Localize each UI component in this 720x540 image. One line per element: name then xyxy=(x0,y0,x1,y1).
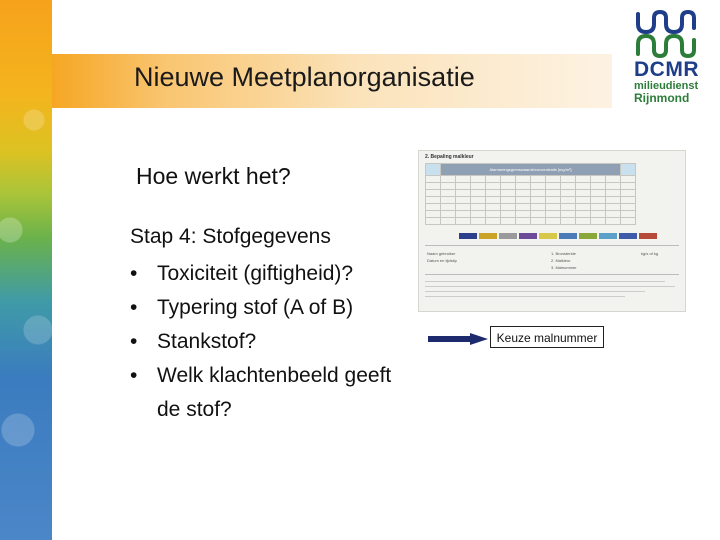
bullet-symbol: • xyxy=(130,262,138,285)
logo-name: DCMR xyxy=(634,58,699,81)
bullet-text: Toxiciteit (giftigheid)? xyxy=(157,262,354,285)
slide-title: Nieuwe Meetplanorganisatie xyxy=(134,62,475,92)
arrow-right-icon xyxy=(428,333,488,345)
logo-line2: Rijnmond xyxy=(634,91,690,105)
document-text-line xyxy=(425,286,675,287)
document-text-line xyxy=(425,296,625,297)
bullet-item xyxy=(130,291,417,325)
logo-line1: milieudienst xyxy=(634,80,699,92)
bullet-text: Typering stof (A of B) xyxy=(157,296,354,319)
document-text-line xyxy=(425,281,665,282)
sidebar-swirl-pattern xyxy=(0,0,52,540)
slide-subtitle: Hoe werkt het? xyxy=(136,163,291,189)
document-form-label: 3. Malnummer xyxy=(551,265,577,270)
document-column-header: Alarmeringsgrenswaarde/concentratie [mg/m³] xyxy=(441,164,621,176)
document-color-bar xyxy=(459,233,657,239)
document-form-label: Datum en tijdstip xyxy=(427,258,457,263)
bullet-text: Stankstof? xyxy=(157,330,257,353)
document-form-label: 2. Malkleur xyxy=(551,258,571,263)
bullet-text: Welk klachtenbeeld geeft de stof? xyxy=(157,364,392,421)
bullet-symbol: • xyxy=(130,364,138,387)
document-table xyxy=(425,163,636,225)
document-divider xyxy=(425,274,679,275)
document-heading: 2. Bepaling malkleur xyxy=(425,154,474,160)
bullet-list xyxy=(130,257,417,427)
document-form-label: 1. Bronsterkte xyxy=(551,251,576,256)
bullet-item xyxy=(130,257,417,291)
step-heading: Stap 4: Stofgegevens xyxy=(130,225,331,248)
document-form-label: Naam gebruiker xyxy=(427,251,456,256)
bullet-symbol: • xyxy=(130,330,138,353)
decorative-sidebar xyxy=(0,0,52,540)
document-image xyxy=(418,150,686,312)
document-text-line xyxy=(425,291,645,292)
document-form-unit: kg/s of kg xyxy=(641,251,659,256)
bullet-item xyxy=(130,325,417,359)
bullet-item xyxy=(130,359,417,427)
callout-box: Keuze malnummer xyxy=(490,326,604,348)
bullet-symbol: • xyxy=(130,296,138,319)
document-divider xyxy=(425,245,679,246)
